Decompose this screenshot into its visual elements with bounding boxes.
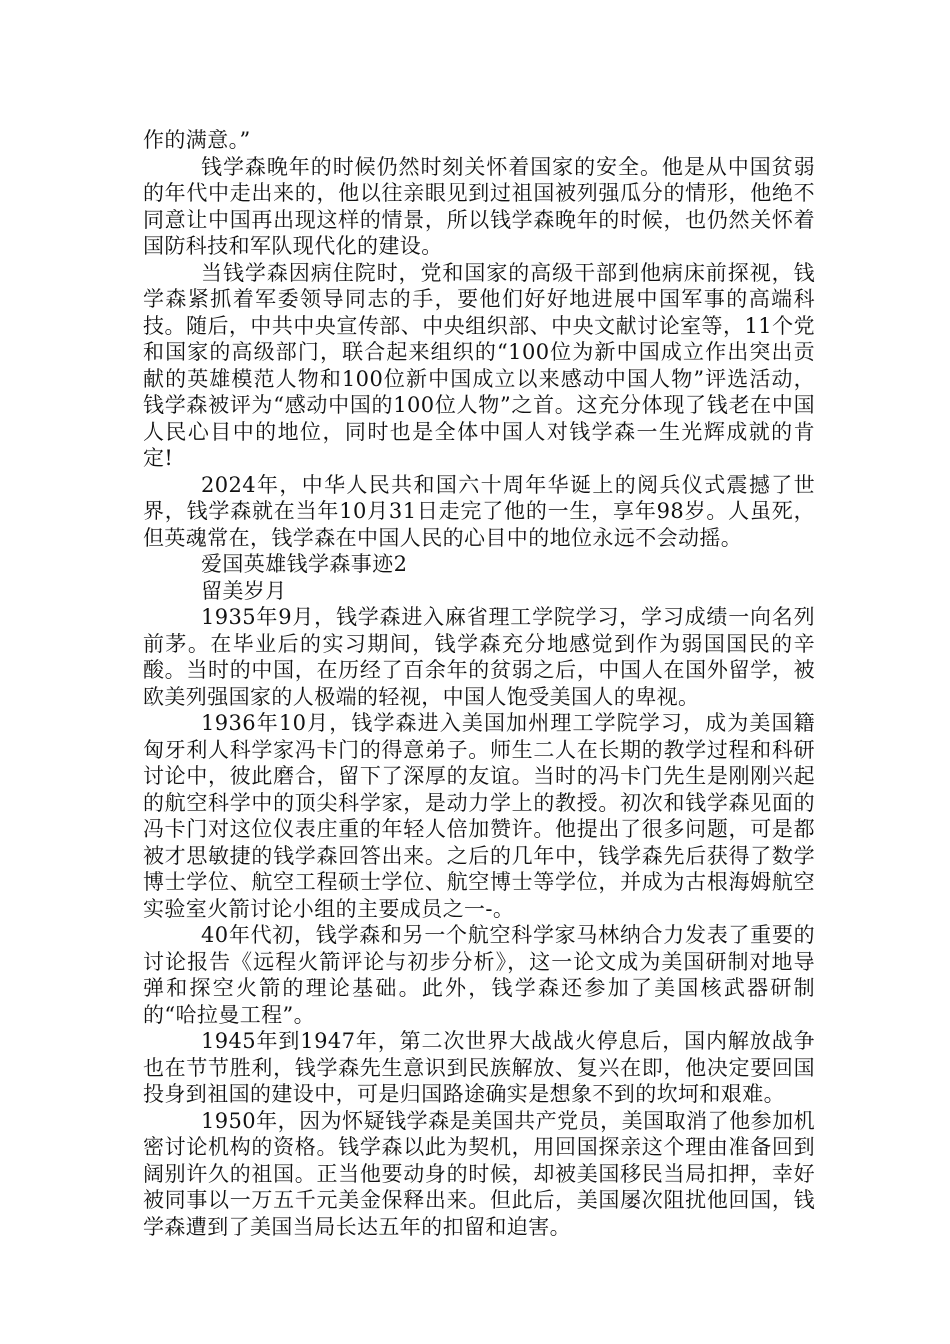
section-heading: 爱国英雄钱学森事迹2 <box>201 552 408 576</box>
paragraph-5: 1935年9月，钱学森进入麻省理工学院学习，学习成绩一向名列前茅。在毕业后的实习期间，钱学森充分地感觉到作为弱国国民的辛酸。当时的中国，在历经了百余年的贫弱之后，中国人在国外留学，被欧美列强国家的人极端的轻视，中国人饱受美国人的卑视。 <box>143 605 815 709</box>
document-page <box>143 127 815 1240</box>
paragraph-1: 作的满意。” <box>143 128 251 152</box>
paragraph-3: 当钱学森因病住院时，党和国家的高级干部到他病床前探视，钱学森紧抓着军委领导同志的手，要他们好好地进展中国军事的高端科技。随后，中共中央宣传部、中央组织部、中央文献讨论室等，11个党和国家的高级部门，联合起来组织的“100位为新中国成立作出突出贡献的英雄模范人物和100位新中国成立以来感动中国人物”评选活动，钱学森被评为“感动中国的100位人物”之首。这充分体现了钱老在中国人民心目中的地位，同时也是全体中国人对钱学森一生光辉成就的肯定! <box>143 260 815 470</box>
paragraph-9: 1950年，因为怀疑钱学森是美国共产党员，美国取消了他参加机密讨论机构的资格。钱学森以此为契机，用回国探亲这个理由准备回到阔别许久的祖国。正当他要动身的时候，却被美国移民当局扣押，幸好被同事以一万五千元美金保释出来。但此后，美国屡次阻扰他回国，钱学森遭到了美国当局长达五年的扣留和迫害。 <box>143 1108 815 1239</box>
section-subheading: 留美岁月 <box>201 578 287 603</box>
paragraph-8: 1945年到1947年，第二次世界大战战火停息后，国内解放战争也在节节胜利，钱学森先生意识到民族解放、复兴在即，他决定要回国投身到祖国的建设中，可是归国路途确实是想象不到的坎坷和艰难。 <box>143 1029 815 1106</box>
paragraph-4: 2024年，中华人民共和国六十周年华诞上的阅兵仪式震撼了世界，钱学森就在当年10月31日走完了他的一生，享年98岁。人虽死，但英魂常在，钱学森在中国人民的心目中的地位永远不会动摇。 <box>143 472 815 550</box>
paragraph-6: 1936年10月，钱学森进入美国加州理工学院学习，成为美国籍匈牙利人科学家冯卡门的得意弟子。师生二人在长期的教学过程和科研讨论中，彼此磨合，留下了深厚的友谊。当时的冯卡门先生是刚刚兴起的航空科学中的顶尖科学家，是动力学上的教授。初次和钱学森见面的冯卡门对这位仪表庄重的年轻人倍加赞许。他提出了很多问题，可是都被才思敏捷的钱学森回答出来。之后的几年中，钱学森先后获得了数学博士学位、航空工程硕士学位、航空博士等学位，并成为古根海姆航空实验室火箭讨论小组的主要成员之一-。 <box>143 711 815 921</box>
paragraph-2: 钱学森晚年的时候仍然时刻关怀着国家的安全。他是从中国贫弱的年代中走出来的，他以往亲眼见到过祖国被列强瓜分的情形，他绝不同意让中国再出现这样的情景，所以钱学森晚年的时候，也仍然关怀着国防科技和军队现代化的建设。 <box>143 154 815 258</box>
paragraph-7: 40年代初，钱学森和另一个航空科学家马林纳合力发表了重要的讨论报告《远程火箭评论与初步分析》，这一论文成为美国研制对地导弹和探空火箭的理论基础。此外，钱学森还参加了美国核武器研制的“哈拉曼工程”。 <box>143 923 815 1027</box>
